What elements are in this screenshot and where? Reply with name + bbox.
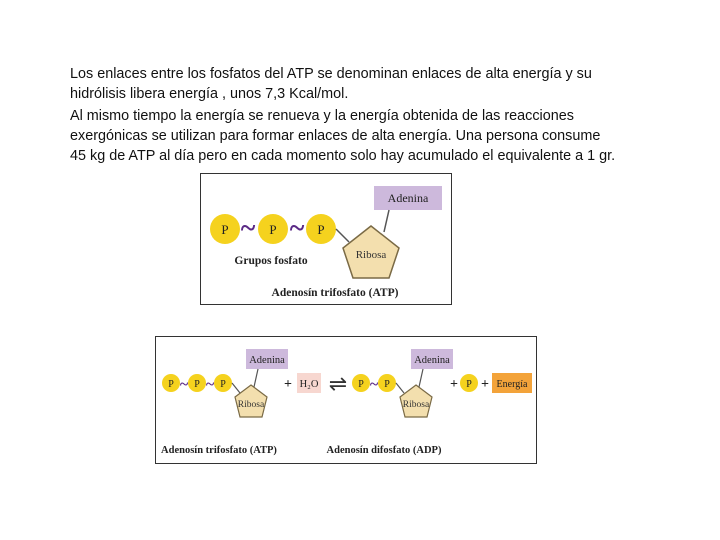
ribose-label: Ribosa xyxy=(355,249,387,261)
atp-structure-figure xyxy=(200,173,452,305)
phosphate-label: P xyxy=(317,222,325,237)
paragraph1-line1: Los enlaces entre los fosfatos del ATP se denominan enlaces de alta energía y su xyxy=(70,66,592,82)
phosphate-label: P xyxy=(221,222,229,237)
ribose-label: Ribosa xyxy=(402,400,430,410)
high-energy-bond: ~ xyxy=(205,376,215,393)
paragraph2-line2: exergónicas se utilizan para formar enlaces de alta energía. Una persona consume xyxy=(70,128,601,144)
water-label: H₂O xyxy=(299,379,319,390)
atp-structure-diagram xyxy=(201,174,451,304)
phosphate-ribose-link xyxy=(232,383,240,393)
plus-sign: + xyxy=(450,377,458,392)
phosphate-label: P xyxy=(220,379,226,390)
adenine-label: Adenina xyxy=(387,191,429,205)
adenine-label: Adenina xyxy=(414,355,450,366)
plus-sign: + xyxy=(481,377,489,392)
high-energy-bond: ~ xyxy=(369,376,379,393)
paragraph2-line3: 45 kg de ATP al día pero en cada momento solo hay acumulado el equivalente a 1 gr. xyxy=(70,148,616,164)
phosphate-ribose-link xyxy=(396,383,404,393)
phosphate-label: P xyxy=(168,379,174,390)
high-energy-bond: ~ xyxy=(179,376,189,393)
adenine-label: Adenina xyxy=(249,355,285,366)
phosphate-label: P xyxy=(466,379,472,390)
phosphate-label: P xyxy=(384,379,390,390)
atp-caption: Adenosín trifosfato (ATP) xyxy=(161,445,277,456)
adenine-ribose-link xyxy=(419,369,423,387)
paragraph-hydrolysis xyxy=(70,64,710,104)
atp-hydrolysis-diagram xyxy=(156,337,536,463)
atp-caption: Adenosín trifosfato (ATP) xyxy=(271,287,399,299)
atp-hydrolysis-figure xyxy=(155,336,537,464)
phosphate-label: P xyxy=(194,379,200,390)
high-energy-bond: ~ xyxy=(240,213,256,244)
ribose-label: Ribosa xyxy=(237,400,265,410)
energy-label: Energía xyxy=(496,379,528,390)
paragraph-renewal xyxy=(70,106,710,166)
high-energy-bond: ~ xyxy=(289,213,305,244)
phosphate-group-label: Grupos fosfato xyxy=(234,255,308,267)
adenine-ribose-link xyxy=(384,210,389,232)
phosphate-ribose-link xyxy=(336,229,349,242)
adp-caption: Adenosín difosfato (ADP) xyxy=(326,445,442,456)
phosphate-label: P xyxy=(269,222,277,237)
paragraph2-line1: Al mismo tiempo la energía se renueva y la energía obtenida de las reacciones xyxy=(70,108,574,124)
plus-sign: + xyxy=(284,377,292,392)
paragraph1-line2: hidrólisis libera energía , unos 7,3 Kcal/mol. xyxy=(70,86,349,102)
phosphate-label: P xyxy=(358,379,364,390)
equilibrium-arrows-icon: ⇌ xyxy=(328,372,348,397)
adenine-ribose-link xyxy=(254,369,258,387)
